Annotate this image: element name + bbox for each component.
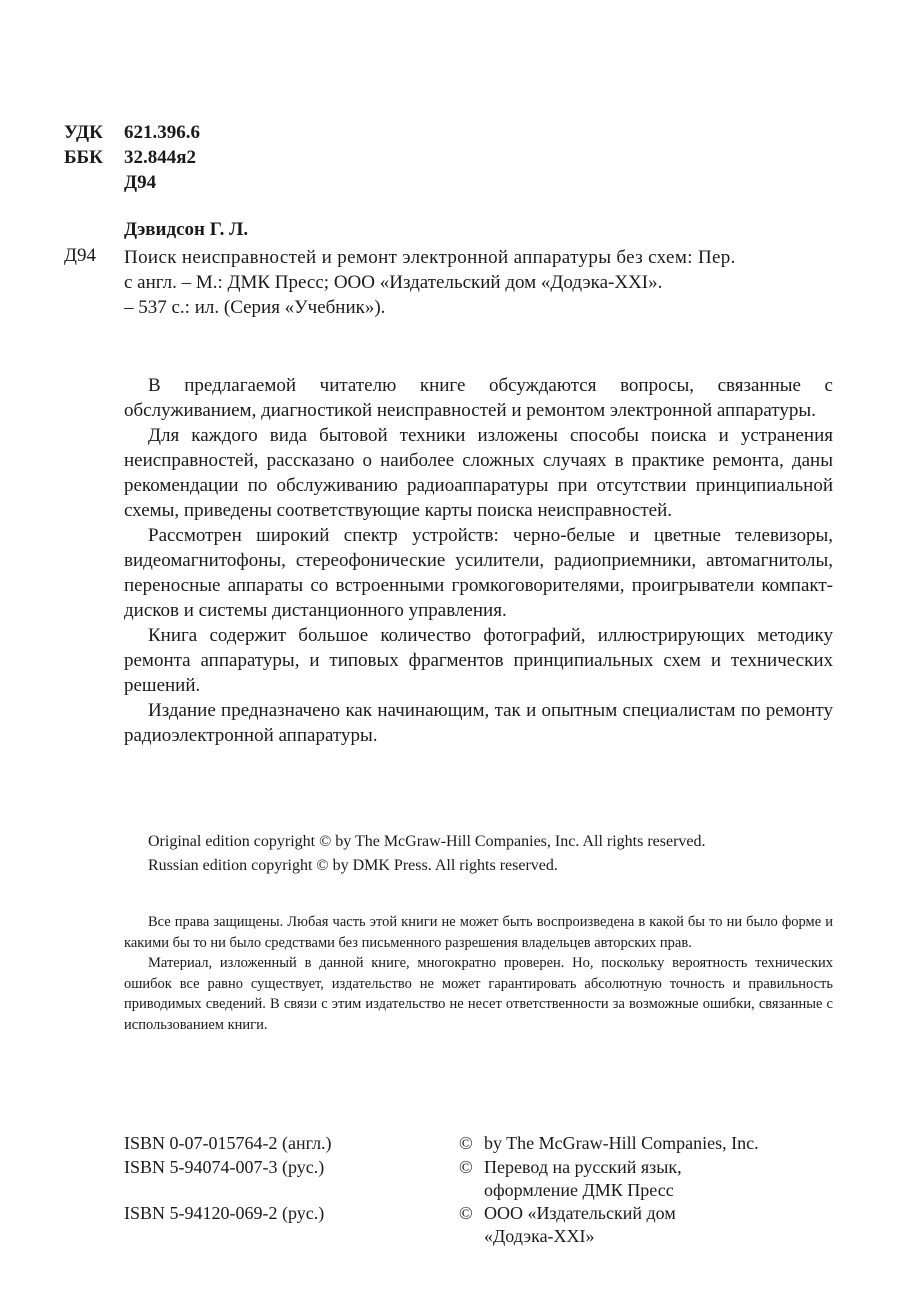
margin-author-mark: Д94 (64, 245, 96, 266)
bbk-label: ББК (64, 147, 103, 168)
author-mark: Д94 (124, 172, 157, 193)
copyright-symbol: © (459, 1133, 473, 1153)
copyright-line: Russian edition copyright © by DMK Press. All rights reserved. (148, 857, 558, 874)
rights-paragraph: Все права защищены. Любая часть этой книги не может быть воспроизведена в какой бы то ни было форме и какими бы то ни было средствами без письменного разрешения владельцев авторских прав. (124, 914, 833, 951)
copyright-text: ООО «Издательский дом (484, 1203, 676, 1223)
bbk-value: 32.844я2 (124, 147, 197, 168)
copyright-notice (459, 1132, 759, 1155)
annotation-paragraph: Издание предназначено как начинающим, так и опытным специалистам по ремонту радиоэлектронной аппаратуры. (124, 700, 833, 746)
biblio-line: с англ. – М.: ДМК Пресс; ООО «Издательский дом «Додэка-XXI». (124, 272, 663, 293)
biblio-line: – 537 с.: ил. (Серия «Учебник»). (124, 297, 386, 318)
copyright-symbol: © (459, 1203, 473, 1223)
copyright-notice (459, 1156, 682, 1202)
bbk-row (64, 145, 200, 170)
isbn-line: ISBN 0-07-015764-2 (англ.) (124, 1133, 332, 1153)
rights-paragraph: Материал, изложенный в данной книге, многократно проверен. Но, поскольку вероятность технических ошибок все равно существует, издательство не может гарантировать абсолютную точность и правильность приводимых сведений. В связи с этим издательство не несет ответственности за возможные ошибки, связанные с использованием книги. (124, 955, 833, 1033)
classification-codes (64, 120, 200, 195)
copyright-line: Original edition copyright © by The McGraw-Hill Companies, Inc. All rights reserved. (148, 833, 706, 850)
rights-notice (124, 912, 833, 1035)
isbn-line: ISBN 5-94074-007-3 (рус.) (124, 1157, 325, 1177)
english-copyright (148, 830, 706, 878)
copyright-text: «Додэка-XXI» (484, 1226, 595, 1246)
copyright-text: by The McGraw-Hill Companies, Inc. (484, 1133, 759, 1153)
author-name: Дэвидсон Г. Л. (124, 219, 249, 240)
udk-value: 621.396.6 (124, 122, 200, 143)
isbn-line: ISBN 5-94120-069-2 (рус.) (124, 1203, 325, 1223)
annotation-paragraph: Рассмотрен широкий спектр устройств: черно-белые и цветные телевизоры, видеомагнитофоны, стереофонические усилители, радиоприемники, автомагнитолы, переносные аппараты со встроенными громкоговорителями, проигрыватели компакт-дисков и системы дистанционного управления. (124, 525, 833, 621)
annotation (124, 373, 833, 748)
udk-label: УДК (64, 122, 103, 143)
annotation-paragraph: Книга содержит большое количество фотографий, иллюстрирующих методику ремонта аппаратуры, и типовых фрагментов принципиальных схем и технических решений. (124, 625, 833, 696)
biblio-line: Поиск неисправностей и ремонт электронной аппаратуры без схем: Пер. (124, 247, 736, 268)
copyright-symbol: © (459, 1157, 473, 1177)
udk-row (64, 120, 200, 145)
annotation-paragraph: Для каждого вида бытовой техники изложены способы поиска и устранения неисправностей, рассказано о наиболее сложных случаях в практике ремонта, даны рекомендации по обслуживанию радиоаппаратуры при отсутствии принципиальной схемы, приведены соответствующие карты поиска неисправностей. (124, 425, 833, 521)
copyright-text: оформление ДМК Пресс (484, 1180, 674, 1200)
annotation-paragraph: В предлагаемой читателю книге обсуждаются вопросы, связанные с обслуживанием, диагностикой неисправностей и ремонтом электронной аппаратуры. (124, 375, 833, 421)
bibliographic-description (124, 245, 832, 320)
copyright-text: Перевод на русский язык, (484, 1157, 682, 1177)
copyright-notice (459, 1202, 676, 1248)
author-mark-row (64, 170, 200, 195)
